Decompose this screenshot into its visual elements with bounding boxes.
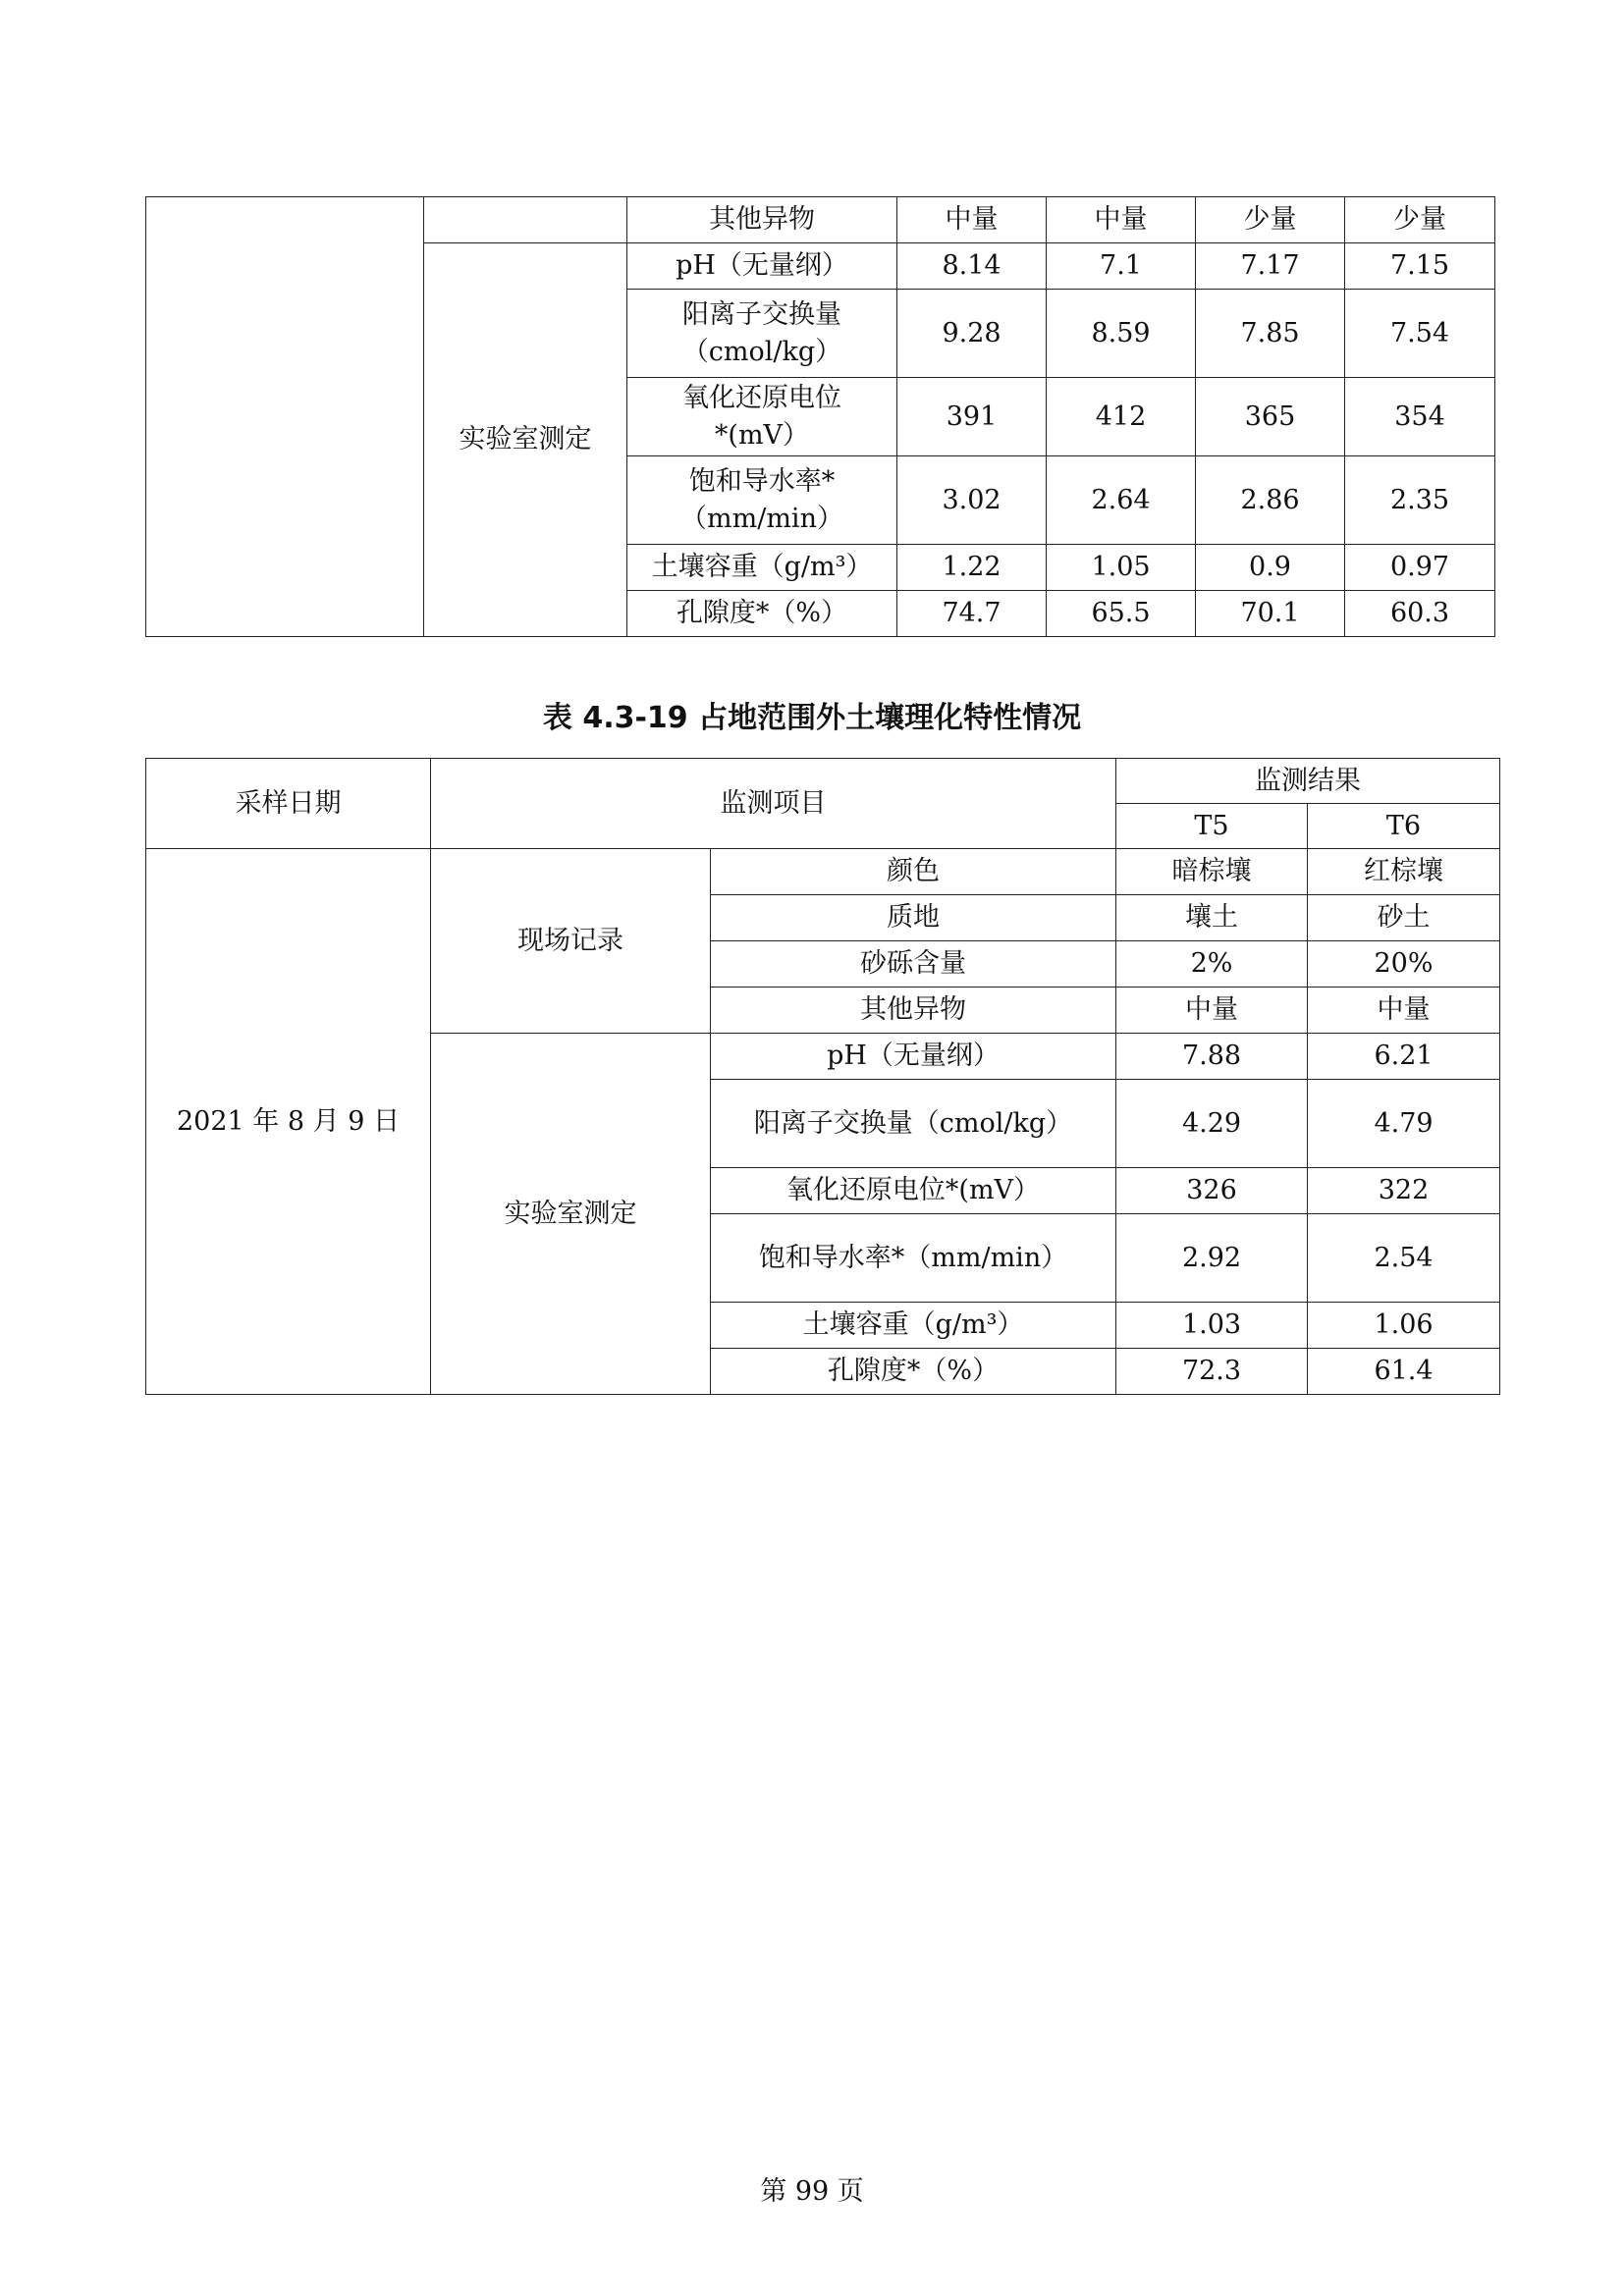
value-cell: 2.92: [1116, 1214, 1308, 1303]
item-line: 氧化还原电位: [682, 382, 841, 413]
value-cell: 0.97: [1345, 545, 1495, 591]
value-cell: 7.85: [1196, 290, 1345, 378]
value-cell: 8.14: [897, 243, 1047, 290]
value-cell: 20%: [1308, 941, 1500, 988]
value-cell: 60.3: [1345, 591, 1495, 637]
table-row: [146, 197, 1495, 243]
table-continued: [145, 196, 1495, 637]
item-cell: 饱和导水率*（mm/min）: [711, 1214, 1116, 1303]
group-label: 实验室测定: [424, 243, 627, 637]
value-cell: 2.86: [1196, 456, 1345, 545]
group-cell-empty: [424, 197, 627, 243]
value-cell: 1.22: [897, 545, 1047, 591]
sampling-date: 2021 年 8 月 9 日: [146, 849, 431, 1395]
item-cell: 土壤容重（g/m³）: [627, 545, 897, 591]
value-cell: 3.02: [897, 456, 1047, 545]
table-row: [146, 849, 1500, 895]
value-cell: 1.06: [1308, 1303, 1500, 1349]
value-cell: 7.15: [1345, 243, 1495, 290]
value-cell: 7.1: [1047, 243, 1196, 290]
value-cell: 412: [1047, 378, 1196, 456]
header-results: 监测结果: [1116, 759, 1500, 804]
value-cell: 391: [897, 378, 1047, 456]
value-cell: 0.9: [1196, 545, 1345, 591]
item-cell: pH（无量纲）: [711, 1034, 1116, 1080]
header-column: T5: [1116, 804, 1308, 849]
group-field-record: 现场记录: [431, 849, 711, 1034]
value-cell: 1.03: [1116, 1303, 1308, 1349]
value-cell: 2.54: [1308, 1214, 1500, 1303]
item-cell: 质地: [711, 895, 1116, 941]
item-cell: [627, 378, 897, 456]
item-cell: 其他异物: [711, 988, 1116, 1034]
value-cell: 322: [1308, 1168, 1500, 1214]
soil-properties-table: [145, 758, 1500, 1395]
value-cell: 暗棕壤: [1116, 849, 1308, 895]
value-cell: 中量: [1047, 197, 1196, 243]
value-cell: 6.21: [1308, 1034, 1500, 1080]
group-lab-test: 实验室测定: [431, 1034, 711, 1395]
value-cell: 70.1: [1196, 591, 1345, 637]
value-cell: 326: [1116, 1168, 1308, 1214]
item-cell: [627, 290, 897, 378]
item-line: 饱和导水率*: [688, 465, 836, 497]
item-line: （mm/min）: [680, 503, 843, 534]
value-cell: 9.28: [897, 290, 1047, 378]
item-cell: 孔隙度*（%）: [627, 591, 897, 637]
value-cell: 壤土: [1116, 895, 1308, 941]
value-cell: 7.88: [1116, 1034, 1308, 1080]
value-cell: 72.3: [1116, 1349, 1308, 1395]
header-column: T6: [1308, 804, 1500, 849]
item-line: *(mV）: [714, 419, 810, 451]
item-line: 阳离子交换量: [682, 298, 841, 330]
value-cell: 4.79: [1308, 1080, 1500, 1168]
value-cell: 354: [1345, 378, 1495, 456]
value-cell: 中量: [1308, 988, 1500, 1034]
item-cell: pH（无量纲）: [627, 243, 897, 290]
value-cell: 4.29: [1116, 1080, 1308, 1168]
value-cell: 2.35: [1345, 456, 1495, 545]
value-cell: 中量: [897, 197, 1047, 243]
item-cell: [627, 456, 897, 545]
page-number: 第 99 页: [760, 2176, 864, 2207]
item-cell: 氧化还原电位*(mV）: [711, 1168, 1116, 1214]
item-cell: 颜色: [711, 849, 1116, 895]
value-cell: 74.7: [897, 591, 1047, 637]
item-line: （cmol/kg）: [681, 336, 842, 367]
value-cell: 少量: [1345, 197, 1495, 243]
value-cell: 中量: [1116, 988, 1308, 1034]
value-cell: 砂土: [1308, 895, 1500, 941]
value-cell: 61.4: [1308, 1349, 1500, 1395]
value-cell: 365: [1196, 378, 1345, 456]
item-cell: 砂砾含量: [711, 941, 1116, 988]
value-cell: 7.17: [1196, 243, 1345, 290]
item-cell: 阳离子交换量（cmol/kg）: [711, 1080, 1116, 1168]
value-cell: 7.54: [1345, 290, 1495, 378]
header-date: 采样日期: [146, 759, 431, 849]
header-item: 监测项目: [431, 759, 1116, 849]
value-cell: 2.64: [1047, 456, 1196, 545]
header-row: [146, 759, 1500, 804]
value-cell: 65.5: [1047, 591, 1196, 637]
item-cell: 孔隙度*（%）: [711, 1349, 1116, 1395]
value-cell: 1.05: [1047, 545, 1196, 591]
value-cell: 8.59: [1047, 290, 1196, 378]
value-cell: 少量: [1196, 197, 1345, 243]
table-caption: 表 4.3-19 占地范围外土壤理化特性情况: [542, 701, 1082, 735]
value-cell: 2%: [1116, 941, 1308, 988]
item-cell: 其他异物: [627, 197, 897, 243]
value-cell: 红棕壤: [1308, 849, 1500, 895]
item-cell: 土壤容重（g/m³）: [711, 1303, 1116, 1349]
date-cell-empty: [146, 197, 424, 637]
